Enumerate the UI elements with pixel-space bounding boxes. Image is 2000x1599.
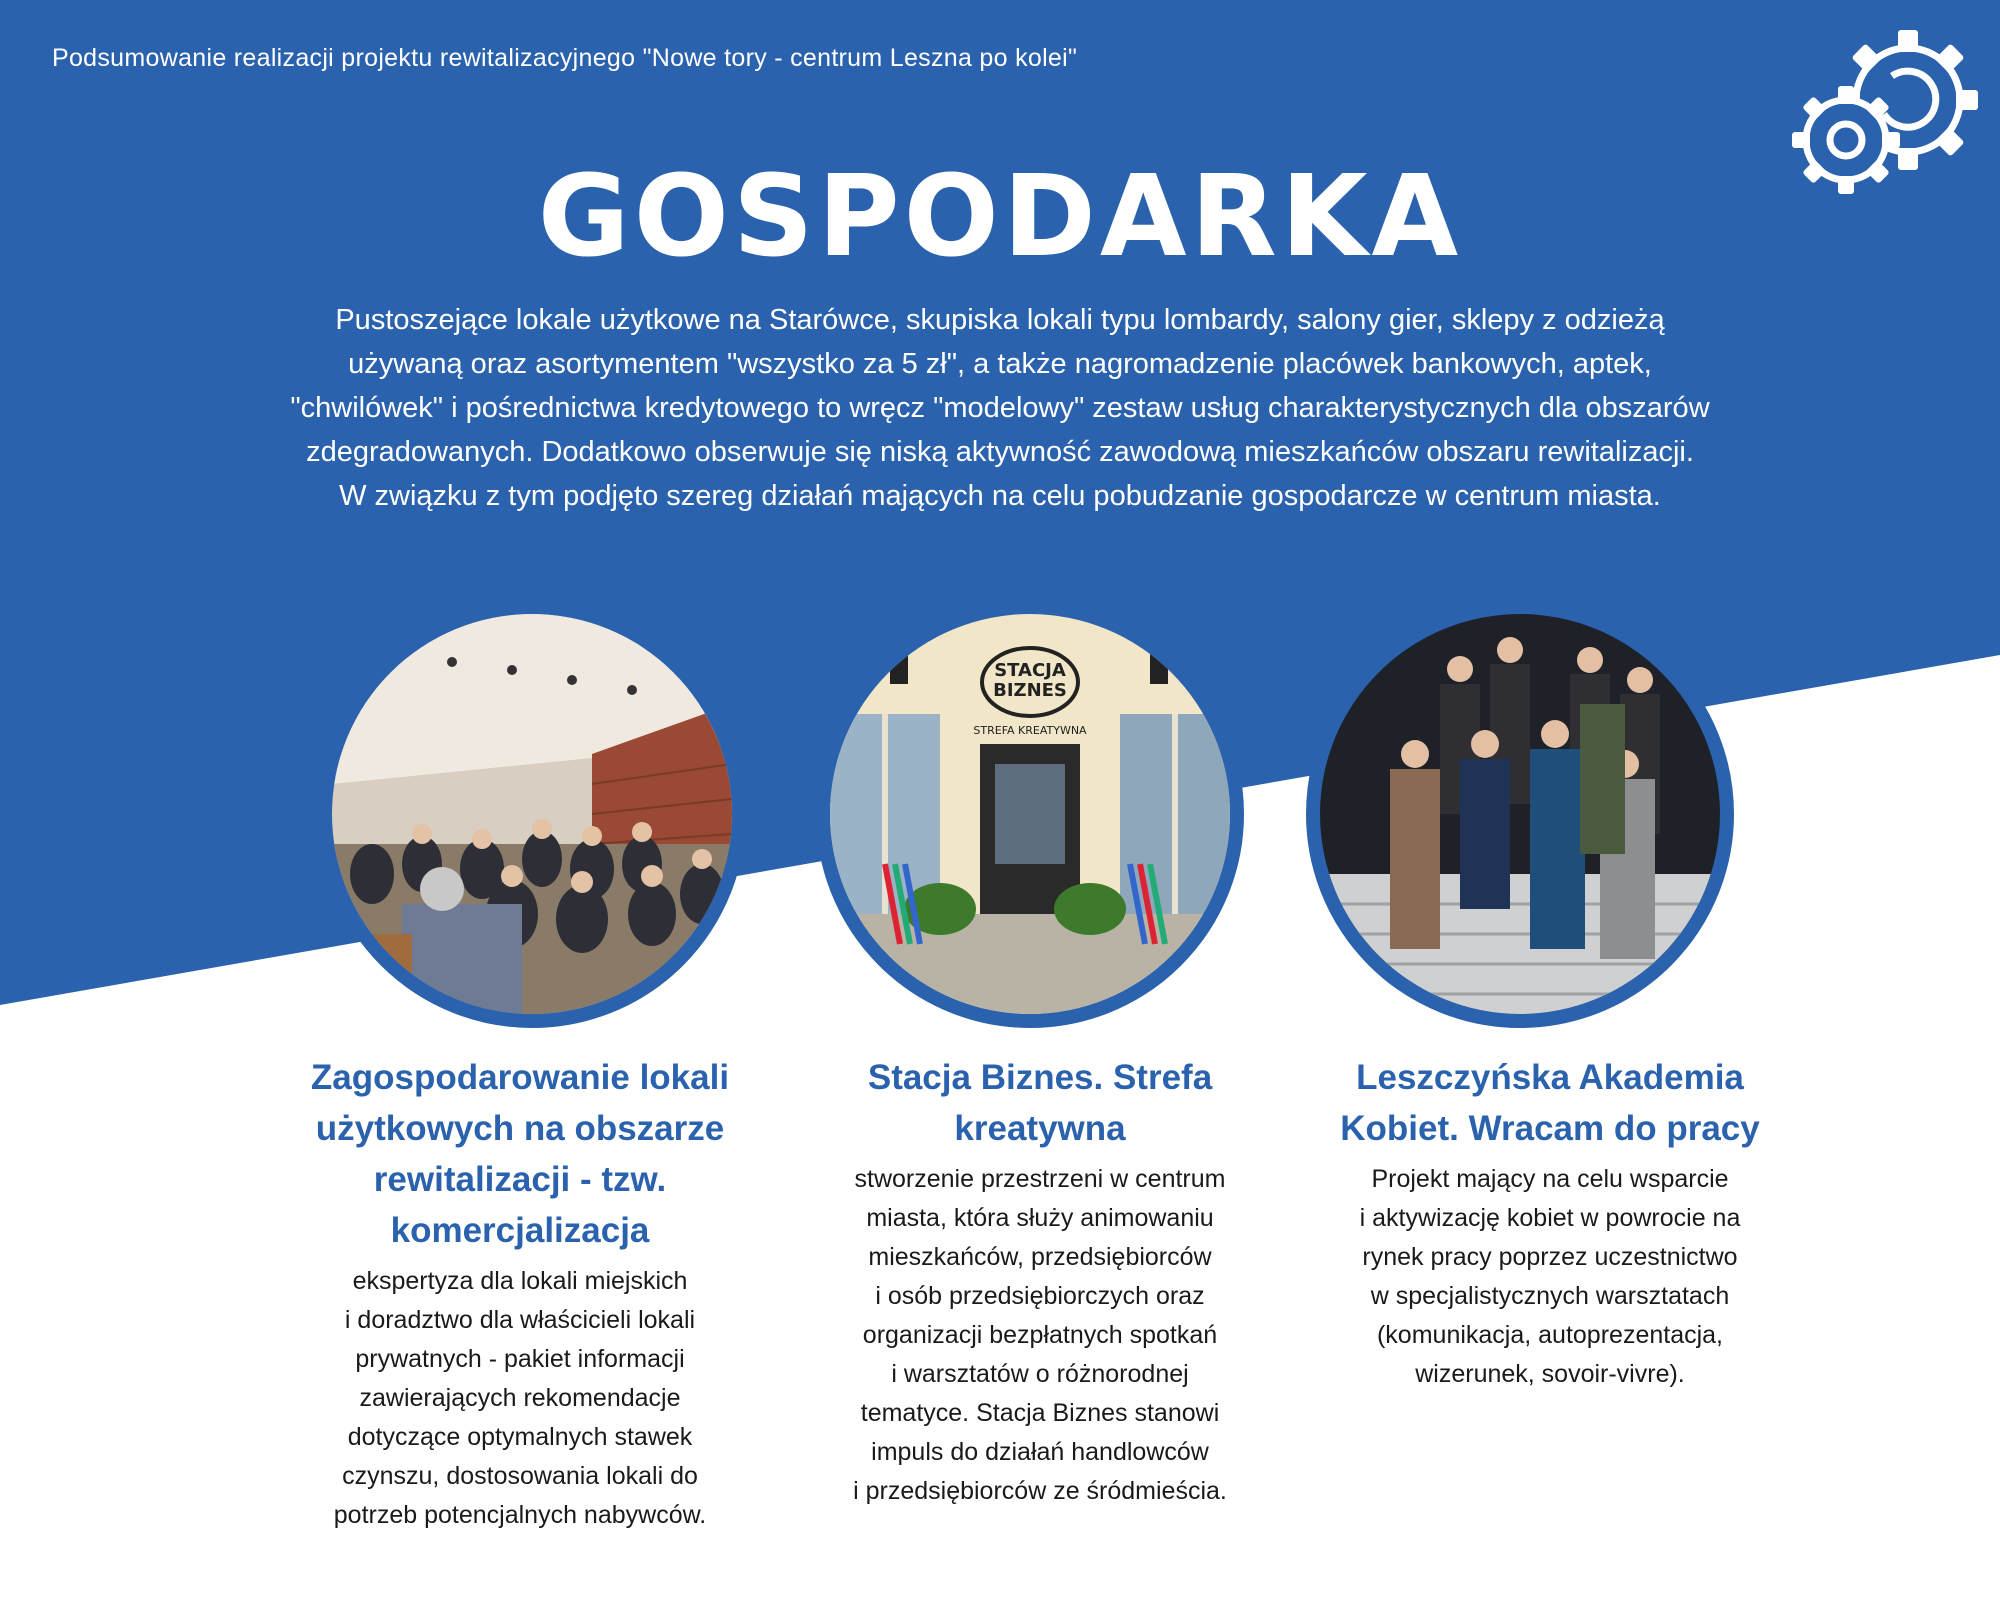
column-heading: Zagospodarowanie lokali użytkowych na obszarze rewitalizacji - tzw. komercjalizacja <box>310 1058 730 1250</box>
page-title: GOSPODARKA <box>537 152 1463 282</box>
column-stacja-biznes <box>780 1052 1300 1511</box>
page-subtitle: Podsumowanie realizacji projektu rewitalizacyjnego "Nowe tory - centrum Leszna po kolei" <box>52 44 1078 72</box>
intro-line: Pustoszejące lokale użytkowe na Starówce, skupiska lokali typu lombardy, salony gier, sklepy z odzieżą <box>335 304 1665 336</box>
sign-line-3: STREFA KREATYWNA <box>973 724 1087 737</box>
column-akademia-kobiet <box>1290 1052 1810 1394</box>
column-description: ekspertyza dla lokali miejskich i doradztwo dla właścicieli lokali prywatnych - pakiet informacji zawierających rekomendacje dotyczące optymalnych stawek czynszu, dostosowania lokali do potrzeb potencjalnych nabywców. <box>333 1267 707 1529</box>
intro-line: zdegradowanych. Dodatkowo obserwuje się niską aktywność zawodową mieszkańców obszaru rewitalizacji. <box>306 436 1694 468</box>
sign-line-2: BIZNES <box>993 680 1067 701</box>
intro-text <box>120 298 1880 518</box>
column-commercialization <box>270 1052 770 1535</box>
stacja-biznes-storefront-photo <box>816 600 1244 1028</box>
women-group-photo <box>1306 600 1734 1028</box>
column-heading: Stacja Biznes. Strefa kreatywna <box>867 1058 1213 1148</box>
intro-line: "chwilówek" i pośrednictwa kredytowego to wręcz "modelowy" zestaw usług charakterystycznych dla obszarów <box>290 392 1710 424</box>
intro-line: W związku z tym podjęto szereg działań mających na celu pobudzanie gospodarcze w centrum miasta. <box>339 480 1661 512</box>
column-description: Projekt mający na celu wsparcie i aktywizację kobiet w powrocie na rynek pracy poprzez uczestnictwo w specjalistycznych warsztatach (komunikacja, autoprezentacja, wizerunek, sovoir-vivre). <box>1359 1165 1741 1388</box>
audience-meeting-photo <box>318 600 746 1028</box>
sign-line-1: STACJA <box>994 660 1066 681</box>
column-description: stworzenie przestrzeni w centrum miasta, która służy animowaniu mieszkańców, przedsiębiorców i osób przedsiębiorczych oraz organizacji bezpłatnych spotkań i warsztatów o różnorodnej tematyce. Stacja Biznes stanowi impuls do działań handlowców i przedsiębiorców ze śródmieścia. <box>853 1165 1227 1505</box>
intro-line: używaną oraz asortymentem "wszystko za 5 zł", a także nagromadzenie placówek bankowych, aptek, <box>348 348 1652 380</box>
column-heading: Leszczyńska Akademia Kobiet. Wracam do pracy <box>1340 1058 1760 1148</box>
